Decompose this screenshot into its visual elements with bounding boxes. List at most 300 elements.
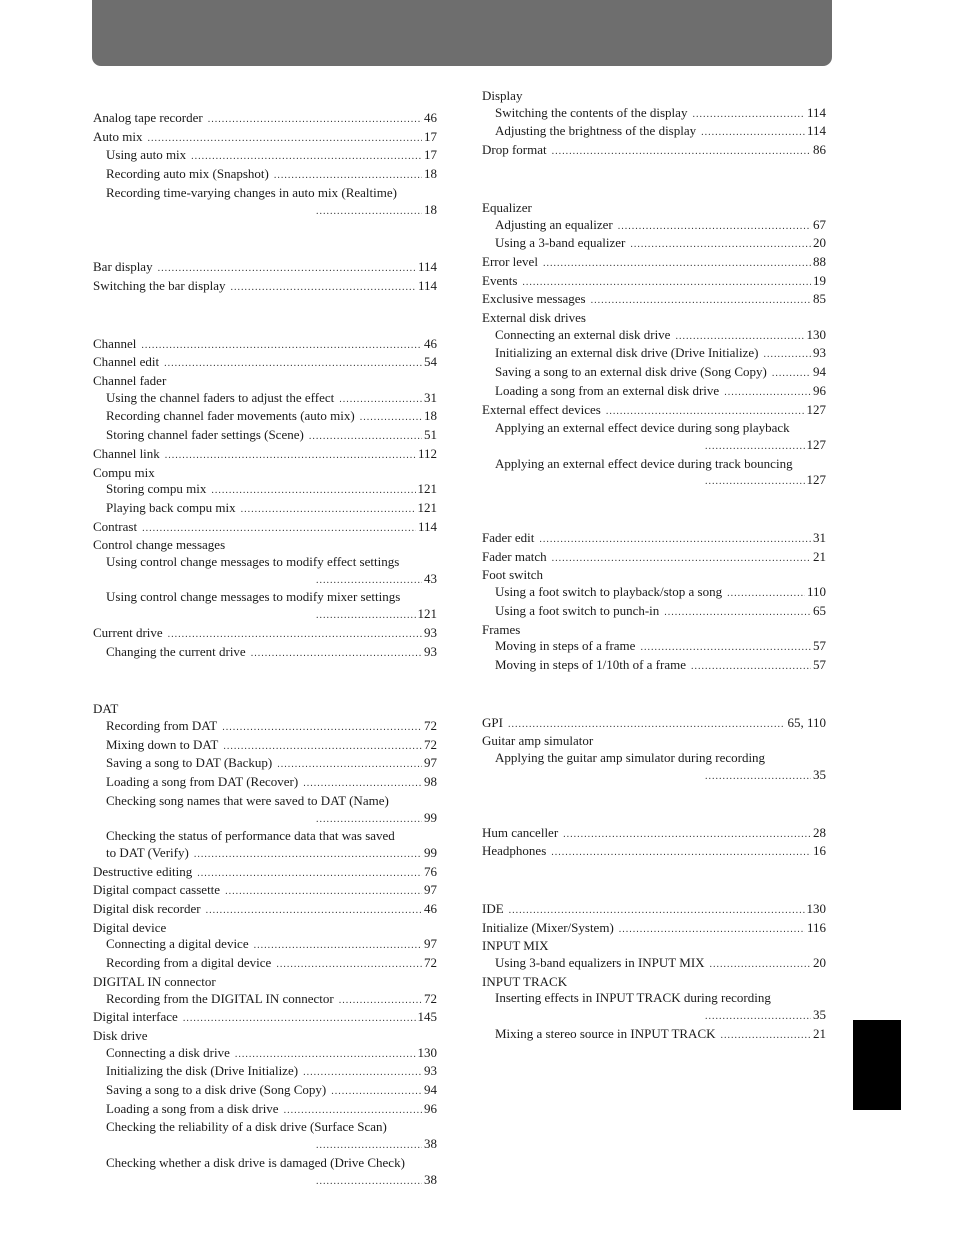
page-number: 130 [806, 326, 826, 342]
dot-leader [141, 338, 422, 355]
dot-leader [147, 131, 422, 148]
index-entry [93, 718, 437, 737]
dot-leader [701, 125, 805, 142]
index-entry [93, 882, 437, 901]
entry-text: Channel [93, 335, 137, 351]
entry-text: Using a foot switch to playback/stop a song [495, 584, 723, 600]
dot-leader [640, 640, 811, 657]
entry-text: Switching the bar display [93, 277, 226, 293]
dot-leader [339, 392, 422, 409]
entry-text: Moving in steps of a frame [495, 638, 636, 654]
entry-text: Using 3-band equalizers in INPUT MIX [495, 955, 705, 971]
entry-text: DAT [93, 701, 119, 717]
dot-leader [705, 769, 811, 786]
index-entry [93, 554, 437, 589]
entry-text: Saving a song to an external disk drive (Song Copy) [495, 364, 767, 380]
index-entry [482, 549, 826, 568]
entry-text: DIGITAL IN connector [93, 973, 216, 989]
dot-leader [208, 112, 422, 129]
page-number: 18 [424, 201, 437, 217]
group-gap [482, 786, 826, 825]
index-column-left [93, 110, 437, 1190]
entry-text: Fader match [482, 548, 547, 564]
entry-text-continued: to DAT (Verify) [106, 844, 189, 860]
entry-text: Saving a song to a disk drive (Song Copy) [106, 1082, 327, 1098]
index-entry [482, 200, 826, 217]
entry-text: Digital compact cassette [93, 882, 221, 898]
dot-leader [539, 532, 811, 549]
index-entry [93, 390, 437, 409]
index-entry [93, 1045, 437, 1064]
page-number: 38 [424, 1171, 437, 1187]
page-number: 116 [806, 919, 826, 935]
index-entry [482, 105, 826, 124]
dot-leader [727, 586, 805, 603]
index-entry [93, 354, 437, 373]
page-number: 94 [813, 364, 826, 380]
entry-text: Equalizer [482, 199, 532, 215]
index-entry [482, 530, 826, 549]
page-number: 19 [813, 272, 826, 288]
index-entry [93, 644, 437, 663]
index-entry [482, 142, 826, 161]
page-number: 97 [424, 936, 437, 952]
index-entry [482, 920, 826, 939]
dot-leader [724, 385, 811, 402]
index-entry [93, 991, 437, 1010]
page-number: 127 [806, 401, 826, 417]
entry-text: Storing channel fader settings (Scene) [106, 427, 304, 443]
dot-leader [331, 1084, 422, 1101]
index-entry [482, 327, 826, 346]
dot-leader [552, 144, 811, 161]
index-entry [93, 974, 437, 991]
index-group [482, 825, 826, 862]
page-number: 93 [813, 345, 826, 361]
page-number: 121 [417, 481, 437, 497]
dot-leader [316, 1138, 422, 1155]
index-entry [93, 519, 437, 538]
index-entry [482, 291, 826, 310]
dot-leader [664, 605, 811, 622]
entry-text: Frames [482, 621, 521, 637]
page-number: 72 [424, 717, 437, 733]
entry-text: Guitar amp simulator [482, 733, 594, 749]
index-entry [482, 843, 826, 862]
index-group [93, 701, 437, 1190]
entry-text: External disk drives [482, 310, 586, 326]
index-entry [482, 383, 826, 402]
index-group [93, 110, 437, 220]
dot-leader [303, 776, 422, 793]
group-gap [482, 862, 826, 901]
index-entry [93, 755, 437, 774]
index-entry [93, 278, 437, 297]
entry-text: Initialize (Mixer/System) [482, 919, 614, 935]
dot-leader [164, 356, 422, 373]
dot-leader [552, 551, 811, 568]
index-entry [93, 446, 437, 465]
dot-leader [225, 884, 422, 901]
index-entry [93, 737, 437, 756]
entry-text: Compu mix [93, 464, 155, 480]
index-entry [93, 1028, 437, 1045]
index-entry [482, 990, 826, 1025]
index-entry [93, 793, 437, 828]
group-gap [482, 491, 826, 530]
index-entry [93, 828, 437, 863]
page-number: 46 [424, 901, 437, 917]
index-group [482, 88, 826, 161]
dot-leader [721, 1028, 812, 1045]
index-entry [93, 936, 437, 955]
page-number: 99 [424, 809, 437, 825]
index-entry [482, 825, 826, 844]
dot-leader [691, 659, 811, 676]
entry-text: Checking song names that were saved to DAT (Name) [106, 792, 389, 808]
index-column-right [482, 88, 826, 1045]
dot-leader [563, 827, 811, 844]
entry-text: Switching the contents of the display [495, 104, 688, 120]
dot-leader [231, 280, 416, 297]
page-number: 145 [417, 1009, 437, 1025]
entry-text: Checking the status of performance data that was saved [106, 828, 395, 844]
entry-text: Analog tape recorder [93, 110, 203, 125]
entry-text: External effect devices [482, 401, 601, 417]
index-entry [482, 364, 826, 383]
page-number: 65, 110 [787, 714, 826, 730]
dot-leader [211, 483, 415, 500]
dot-leader [522, 275, 811, 292]
index-entry [482, 974, 826, 991]
entry-text: Digital device [93, 919, 167, 935]
page-number: 17 [424, 147, 437, 163]
entry-text: Changing the current drive [106, 643, 246, 659]
page-number: 28 [813, 824, 826, 840]
page-number: 121 [417, 499, 437, 515]
entry-text: Applying an external effect device during track bouncing [495, 455, 793, 471]
page-number: 72 [424, 990, 437, 1006]
entry-text: Loading a song from a disk drive [106, 1100, 279, 1116]
page-number: 76 [424, 863, 437, 879]
entry-text: Current drive [93, 624, 163, 640]
index-entry [93, 336, 437, 355]
index-entry [482, 273, 826, 292]
entry-text: Channel link [93, 445, 160, 461]
entry-text: Exclusive messages [482, 291, 586, 307]
index-entry [482, 235, 826, 254]
index-entry [93, 110, 437, 129]
index-entry [93, 589, 437, 624]
entry-text: Events [482, 272, 518, 288]
index-entry [93, 864, 437, 883]
dot-leader [508, 717, 786, 734]
index-entry [93, 259, 437, 278]
index-entry [482, 1026, 826, 1045]
group-gap [93, 662, 437, 701]
index-entry [482, 254, 826, 273]
entry-text: Foot switch [482, 567, 544, 583]
index-entry [482, 603, 826, 622]
entry-text: Digital disk recorder [93, 901, 201, 917]
entry-text: Loading a song from an external disk drive [495, 382, 720, 398]
page-number: 51 [424, 427, 437, 443]
entry-text: Recording channel fader movements (auto mix) [106, 408, 355, 424]
index-entry [482, 88, 826, 105]
dot-leader [168, 627, 422, 644]
entry-text: Hum canceller [482, 824, 559, 840]
index-entry [482, 567, 826, 584]
entry-text: Drop format [482, 142, 547, 158]
dot-leader [606, 404, 805, 421]
index-entry [93, 185, 437, 220]
dot-leader [710, 957, 811, 974]
index-entry [482, 638, 826, 657]
page-number: 127 [806, 472, 826, 488]
page-number: 121 [417, 606, 437, 622]
dot-leader [316, 812, 422, 829]
page-number: 94 [424, 1082, 437, 1098]
index-group [482, 901, 826, 1045]
index-entry [93, 901, 437, 920]
header-bar [92, 0, 832, 66]
index-entry [93, 774, 437, 793]
dot-leader [316, 204, 422, 221]
dot-leader [764, 347, 811, 364]
dot-leader [303, 1065, 422, 1082]
entry-text: Storing compu mix [106, 481, 207, 497]
entry-text: Headphones [482, 843, 547, 859]
entry-text: Using control change messages to modify mixer settings [106, 589, 401, 605]
entry-text: Applying the guitar amp simulator during recording [495, 750, 766, 766]
entry-text: INPUT MIX [482, 938, 549, 954]
page-number: 93 [424, 624, 437, 640]
entry-text: Recording time-varying changes in auto mix (Realtime) [106, 184, 397, 200]
page-number: 67 [813, 216, 826, 232]
index-entry [482, 750, 826, 785]
index-entry [482, 733, 826, 750]
dot-leader [509, 903, 805, 920]
entry-text: Adjusting an equalizer [495, 216, 613, 232]
dot-leader [543, 256, 811, 273]
entry-text: Display [482, 88, 523, 103]
dot-leader [235, 1047, 416, 1064]
page-number: 57 [813, 638, 826, 654]
dot-leader [194, 847, 422, 864]
entry-text: INPUT TRACK [482, 973, 568, 989]
entry-text: Digital interface [93, 1009, 178, 1025]
entry-text: Control change messages [93, 537, 226, 553]
dot-leader [223, 739, 422, 756]
index-group [93, 259, 437, 296]
index-entry [482, 955, 826, 974]
entry-text: Moving in steps of 1/10th of a frame [495, 656, 686, 672]
page-number: 35 [813, 1007, 826, 1023]
index-entry [93, 129, 437, 148]
dot-leader [277, 757, 422, 774]
index-entry [93, 1101, 437, 1120]
entry-text: Recording from DAT [106, 717, 218, 733]
index-entry [482, 402, 826, 421]
dot-leader [772, 366, 811, 383]
dot-leader [183, 1011, 416, 1028]
entry-text: Fader edit [482, 530, 535, 546]
entry-text: Channel edit [93, 354, 160, 370]
entry-text: Connecting a digital device [106, 936, 249, 952]
page-number: 21 [813, 548, 826, 564]
index-entry [93, 1119, 437, 1154]
entry-text: GPI [482, 714, 503, 730]
page-number: 130 [806, 900, 826, 916]
dot-leader [630, 237, 811, 254]
index-entry [93, 1009, 437, 1028]
page-number: 114 [806, 104, 826, 120]
entry-text: Using the channel faders to adjust the effect [106, 389, 335, 405]
index-entry [93, 166, 437, 185]
dot-leader [360, 410, 422, 427]
index-entry [93, 701, 437, 718]
dot-leader [158, 261, 416, 278]
page-number: 20 [813, 955, 826, 971]
entry-text: Mixing down to DAT [106, 736, 219, 752]
index-entry [93, 920, 437, 937]
dot-leader [619, 922, 805, 939]
page-number: 98 [424, 774, 437, 790]
page-number: 72 [424, 955, 437, 971]
entry-text: Using a foot switch to punch-in [495, 602, 660, 618]
page-number: 86 [813, 142, 826, 158]
index-entry [93, 481, 437, 500]
group-gap [93, 220, 437, 259]
page-number: 97 [424, 755, 437, 771]
dot-leader [705, 1009, 811, 1026]
dot-leader [692, 107, 805, 124]
entry-text: Using control change messages to modify effect settings [106, 554, 400, 570]
dot-leader [191, 149, 422, 166]
index-entry [482, 217, 826, 236]
entry-text: Recording from a digital device [106, 955, 272, 971]
index-entry [93, 1155, 437, 1190]
dot-leader [316, 1174, 422, 1191]
dot-leader [675, 329, 804, 346]
page-number: 46 [424, 335, 437, 351]
index-entry [482, 123, 826, 142]
dot-leader [618, 219, 811, 236]
index-entry [482, 420, 826, 455]
page-number: 57 [813, 656, 826, 672]
page-number: 114 [417, 518, 437, 534]
entry-text: Channel fader [93, 373, 167, 389]
entry-text: Recording from the DIGITAL IN connector [106, 990, 334, 1006]
index-entry [482, 622, 826, 639]
index-entry [93, 625, 437, 644]
index-group [482, 200, 826, 491]
entry-text: Using auto mix [106, 147, 187, 163]
entry-text: IDE [482, 900, 504, 916]
page-number: 127 [806, 436, 826, 452]
page-number: 35 [813, 766, 826, 782]
page-number: 96 [813, 382, 826, 398]
dot-leader [705, 474, 805, 491]
dot-leader [316, 573, 422, 590]
dot-leader [274, 168, 422, 185]
page-number: 38 [424, 1136, 437, 1152]
dot-leader [705, 439, 805, 456]
page-number: 18 [424, 166, 437, 182]
dot-leader [309, 429, 422, 446]
dot-leader [206, 903, 422, 920]
entry-text: Bar display [93, 259, 153, 275]
page-number: 72 [424, 736, 437, 752]
page-number: 31 [424, 389, 437, 405]
page-number: 114 [417, 277, 437, 293]
page-number: 110 [806, 584, 826, 600]
page-number: 130 [417, 1044, 437, 1060]
index-entry [482, 938, 826, 955]
index-entry [93, 537, 437, 554]
page-number: 31 [813, 530, 826, 546]
entry-text: Contrast [93, 518, 138, 534]
index-entry [482, 901, 826, 920]
dot-leader [222, 720, 422, 737]
page-number: 46 [424, 110, 437, 125]
index-entry [93, 955, 437, 974]
dot-leader [142, 521, 416, 538]
page-number: 54 [424, 354, 437, 370]
group-gap [482, 161, 826, 200]
entry-text: Disk drive [93, 1027, 148, 1043]
page-number: 114 [806, 123, 826, 139]
entry-text: Initializing the disk (Drive Initialize) [106, 1063, 299, 1079]
group-gap [482, 676, 826, 715]
dot-leader [254, 938, 422, 955]
dot-leader [241, 502, 416, 519]
index-entry [482, 345, 826, 364]
index-entry [93, 408, 437, 427]
index-entry [93, 1063, 437, 1082]
entry-text: Recording auto mix (Snapshot) [106, 166, 269, 182]
entry-text: Inserting effects in INPUT TRACK during recording [495, 990, 771, 1006]
dot-leader [197, 866, 422, 883]
dot-leader [284, 1103, 422, 1120]
index-entry [93, 147, 437, 166]
page-number: 99 [424, 844, 437, 860]
page-number: 93 [424, 1063, 437, 1079]
index-entry [482, 657, 826, 676]
page-number: 18 [424, 408, 437, 424]
entry-text: Mixing a stereo source in INPUT TRACK [495, 1025, 716, 1041]
entry-text: Applying an external effect device during song playback [495, 420, 790, 436]
dot-leader [251, 646, 422, 663]
index-entry [482, 584, 826, 603]
section-thumb-tab [853, 1020, 901, 1110]
index-entry [93, 427, 437, 446]
index-entry [93, 1082, 437, 1101]
page-number: 65 [813, 602, 826, 618]
entry-text: Loading a song from DAT (Recover) [106, 774, 299, 790]
index-entry [482, 310, 826, 327]
page-number: 21 [813, 1025, 826, 1041]
index-group [482, 530, 826, 676]
page-number: 20 [813, 235, 826, 251]
page-number: 85 [813, 291, 826, 307]
page-number: 16 [813, 843, 826, 859]
entry-text: Error level [482, 253, 538, 269]
page-number: 88 [813, 253, 826, 269]
page-number: 96 [424, 1100, 437, 1116]
dot-leader [165, 448, 416, 465]
dot-leader [551, 845, 811, 862]
